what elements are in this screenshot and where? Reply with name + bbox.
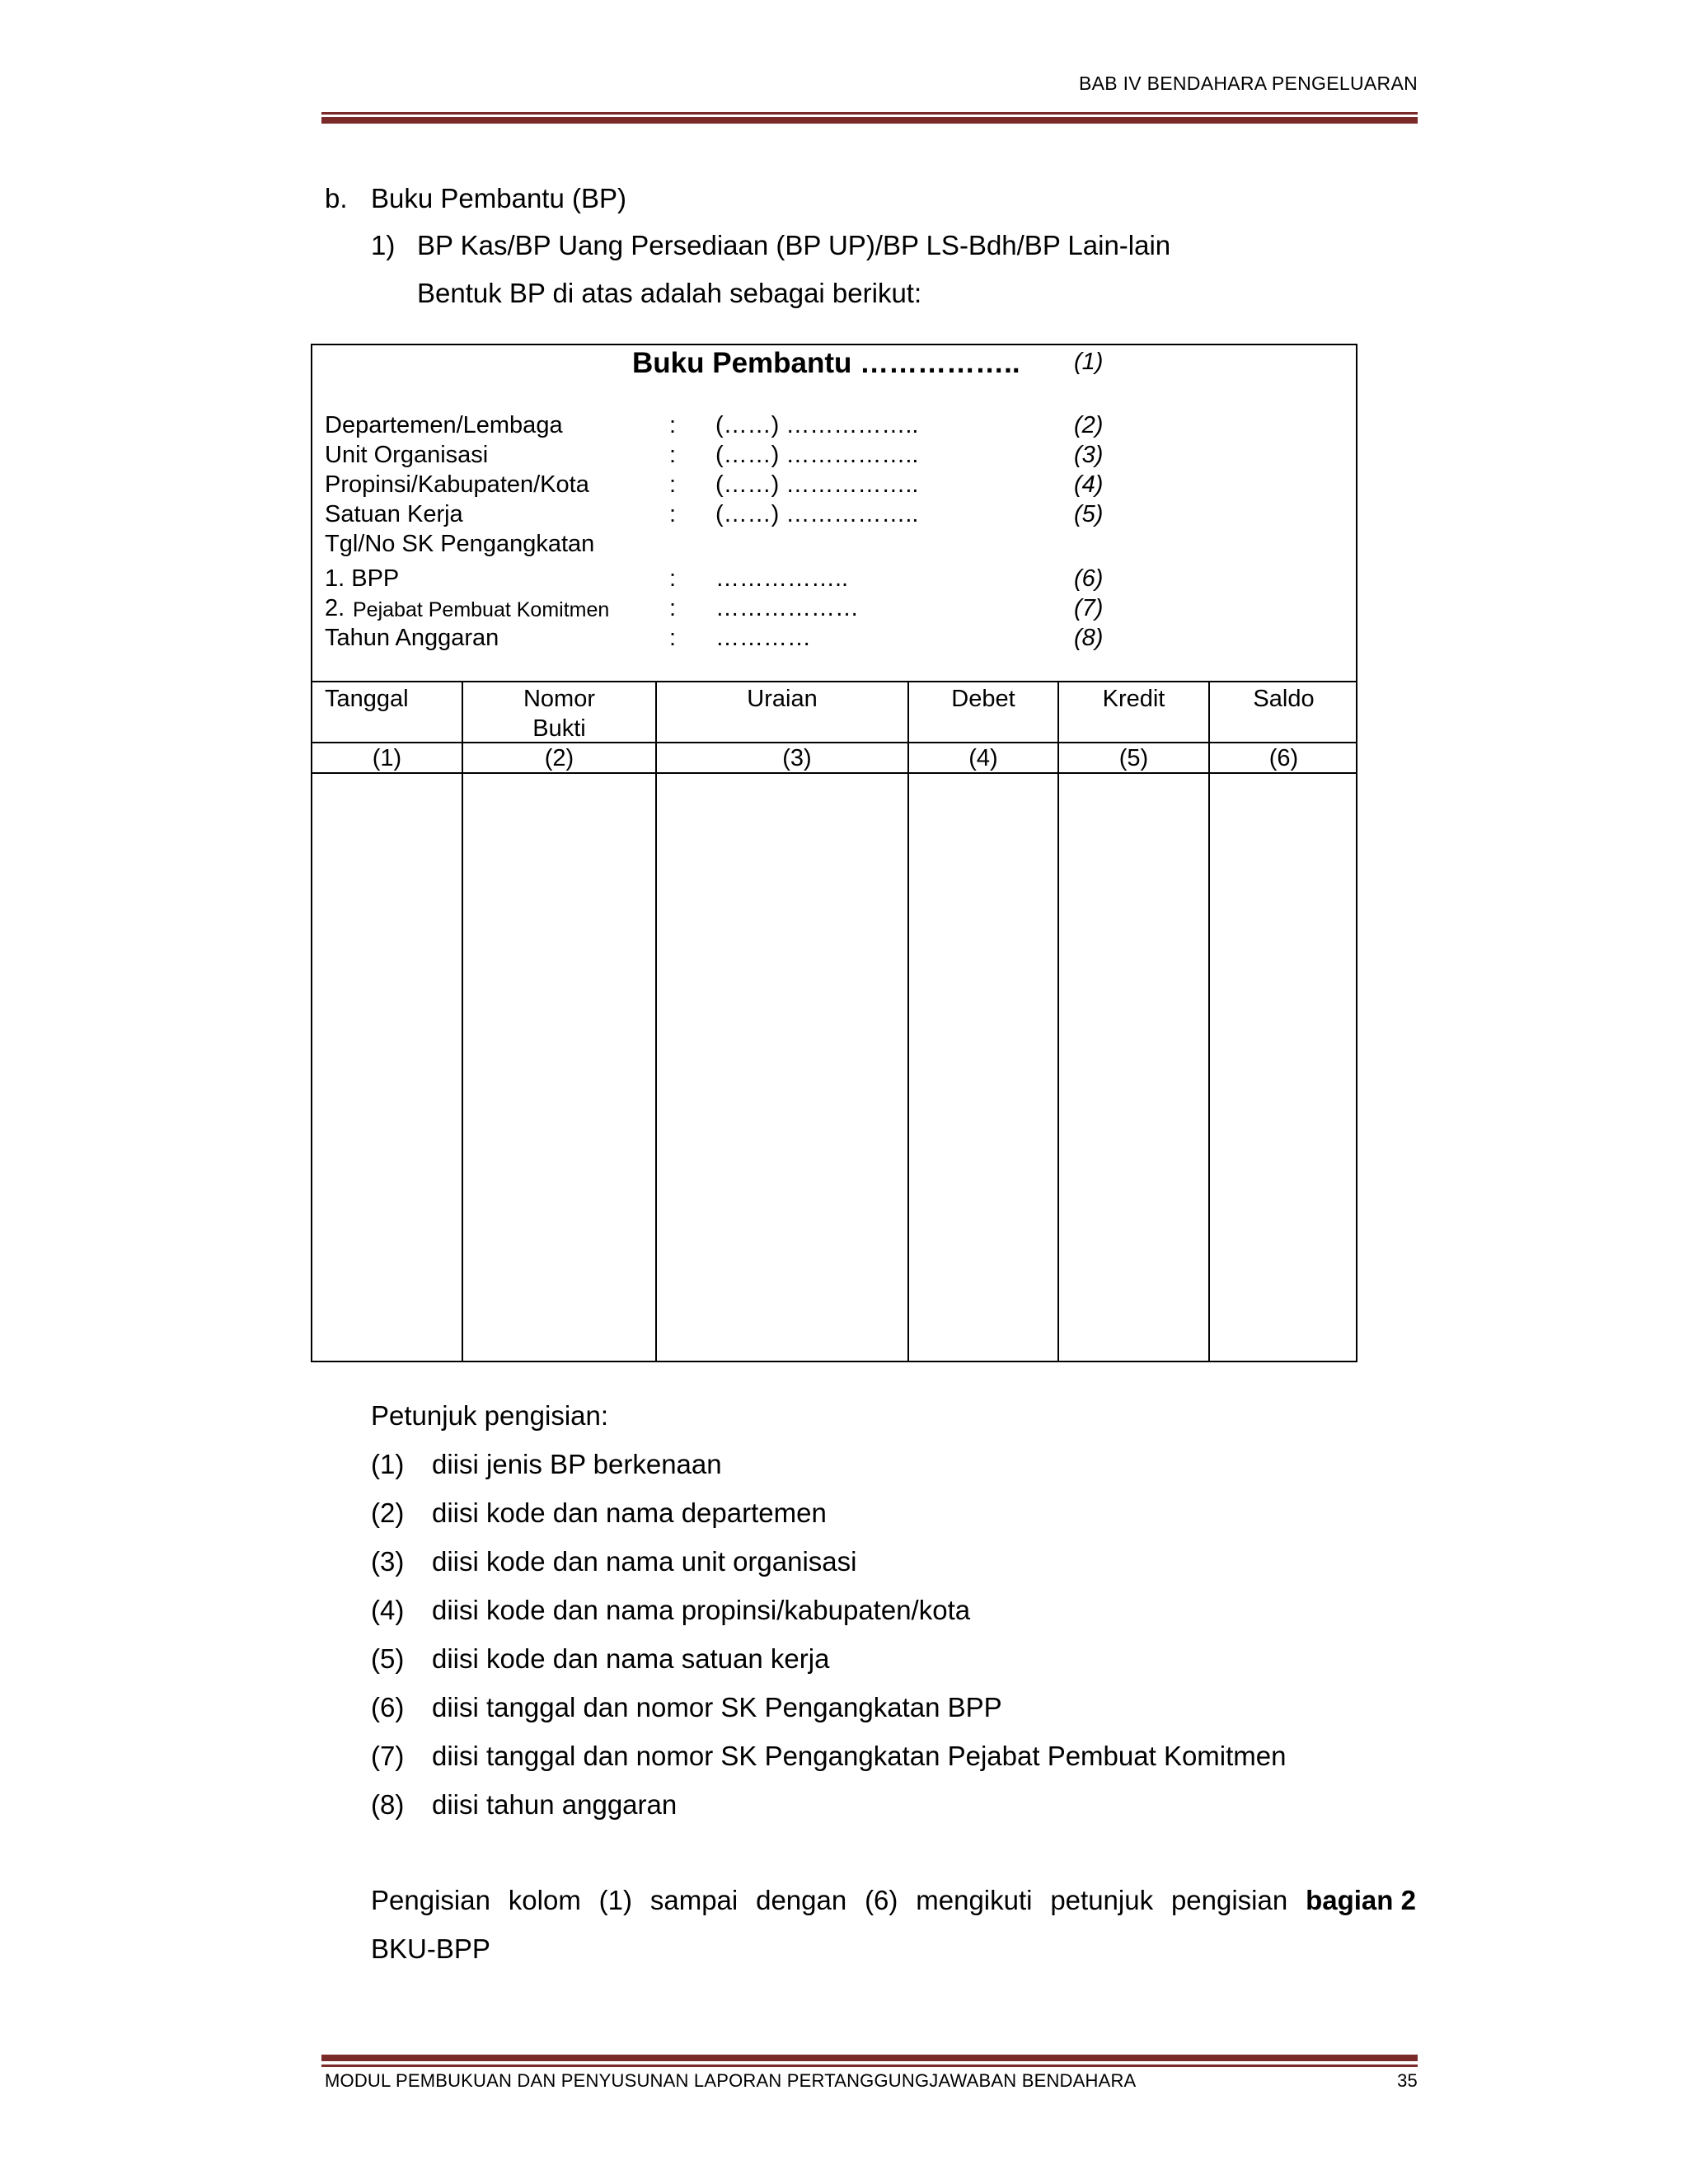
field-ref: (7) (1074, 595, 1104, 621)
instruction-text: diisi kode dan nama propinsi/kabupaten/kota (432, 1595, 971, 1625)
field-colon: : (669, 625, 677, 651)
item-1-marker: 1) (371, 230, 396, 260)
footer-title: MODUL PEMBUKUAN DAN PENYUSUNAN LAPORAN PERTANGGUNGJAWABAN BENDAHARA (325, 2070, 1137, 2091)
field-value: (……) …………….. (715, 471, 919, 498)
closing-line-2: BKU-BPP (371, 1933, 490, 1964)
field-label: Unit Organisasi (325, 442, 489, 468)
header-rule-thick (321, 117, 1418, 124)
instruction-text: diisi tanggal dan nomor SK Pengangkatan BPP (432, 1692, 1002, 1722)
instruction-number: (8) (371, 1789, 405, 1820)
column-header-uraian: Uraian (747, 686, 818, 712)
table-column-divider (1057, 681, 1059, 1362)
field-colon: : (669, 471, 677, 498)
field-ref: (2) (1074, 412, 1104, 438)
instruction-text: diisi tahun anggaran (432, 1789, 678, 1820)
field-colon: : (669, 565, 677, 592)
column-number: (1) (372, 745, 402, 771)
column-header-saldo: Saldo (1253, 686, 1315, 712)
instruction-number: (5) (371, 1643, 405, 1674)
form-title-ref: (1) (1074, 349, 1104, 375)
closing-word: dengan (756, 1885, 847, 1915)
item-1-sub: Bentuk BP di atas adalah sebagai berikut: (417, 278, 922, 308)
column-number: (5) (1118, 745, 1149, 771)
instruction-text: diisi kode dan nama unit organisasi (432, 1546, 857, 1577)
closing-word: kolom (508, 1885, 581, 1915)
closing-word: pengisian (1170, 1885, 1288, 1915)
footer-rule-thick (321, 2055, 1418, 2061)
field-value: (……) …………….. (715, 501, 919, 527)
closing-word: petunjuk (1050, 1885, 1154, 1915)
field-colon: : (669, 412, 677, 438)
table-column-divider (462, 681, 463, 1362)
instruction-number: (4) (371, 1595, 405, 1625)
field-value: (……) …………….. (715, 442, 919, 468)
column-header-kredit: Kredit (1102, 686, 1165, 712)
column-header-debet: Debet (951, 686, 1015, 712)
field-ref: (5) (1074, 501, 1104, 527)
instruction-number: (3) (371, 1546, 405, 1577)
instruction-number: (2) (371, 1497, 405, 1528)
field-ref: (3) (1074, 442, 1104, 468)
column-number: (4) (968, 745, 998, 771)
field-ref: (4) (1074, 471, 1104, 498)
field-label: Tahun Anggaran (325, 625, 499, 651)
page-header-title: BAB IV BENDAHARA PENGELUARAN (1078, 73, 1418, 94)
field-label: Tgl/No SK Pengangkatan (325, 531, 595, 557)
instructions-title: Petunjuk pengisian: (371, 1400, 609, 1431)
form-title: Buku Pembantu …………….. (632, 347, 1020, 379)
field-label: Propinsi/Kabupaten/Kota (325, 471, 589, 498)
closing-word: mengikuti (916, 1885, 1033, 1915)
column-number: (6) (1268, 745, 1299, 771)
field-label: Departemen/Lembaga (325, 412, 563, 438)
column-header-tanggal: Tanggal (325, 686, 409, 712)
column-number: (2) (544, 745, 574, 771)
header-rule-thin (321, 112, 1418, 115)
field-value: (……) …………….. (715, 412, 919, 438)
field-label: Pejabat Pembuat Komitmen (353, 598, 610, 621)
instruction-number: (6) (371, 1692, 405, 1722)
column-header-nomor: Nomor (523, 686, 595, 712)
instruction-number: (1) (371, 1449, 405, 1479)
item-b-marker: b. (325, 183, 348, 213)
page-number: 35 (1397, 2070, 1418, 2091)
closing-word: Pengisian (371, 1885, 490, 1915)
item-b-text: Buku Pembantu (BP) (371, 183, 626, 213)
field-label: Satuan Kerja (325, 501, 463, 527)
field-ref: (8) (1074, 625, 1104, 651)
instruction-text: diisi kode dan nama departemen (432, 1497, 827, 1528)
instruction-text: diisi kode dan nama satuan kerja (432, 1643, 830, 1674)
field-value: ……………… (715, 595, 859, 621)
item-1-text: BP Kas/BP Uang Persediaan (BP UP)/BP LS-Bdh/BP Lain-lain (417, 230, 1171, 260)
field-label: 1. BPP (325, 565, 400, 592)
field-colon: : (669, 442, 677, 468)
field-value: …………….. (715, 565, 849, 592)
closing-bold: bagian 2 (1306, 1885, 1416, 1915)
field-colon: : (669, 501, 677, 527)
field-label-num: 2. (325, 595, 345, 621)
column-number: (3) (782, 745, 812, 771)
closing-word: (1) (598, 1885, 633, 1915)
closing-line-1 (371, 1885, 1416, 1916)
closing-word: (6) (865, 1885, 898, 1915)
table-top-border (311, 681, 1357, 682)
field-ref: (6) (1074, 565, 1104, 592)
table-column-divider (1208, 681, 1210, 1362)
instruction-text: diisi jenis BP berkenaan (432, 1449, 722, 1479)
footer-rule-thin (321, 2064, 1418, 2067)
field-value: ………… (715, 625, 811, 651)
table-column-divider (655, 681, 657, 1362)
instruction-text: diisi tanggal dan nomor SK Pengangkatan Pejabat Pembuat Komitmen (432, 1741, 1287, 1771)
column-header-bukti: Bukti (532, 715, 586, 742)
instruction-number: (7) (371, 1741, 405, 1771)
field-colon: : (669, 595, 677, 621)
closing-word: sampai (649, 1885, 738, 1915)
table-column-divider (907, 681, 909, 1362)
